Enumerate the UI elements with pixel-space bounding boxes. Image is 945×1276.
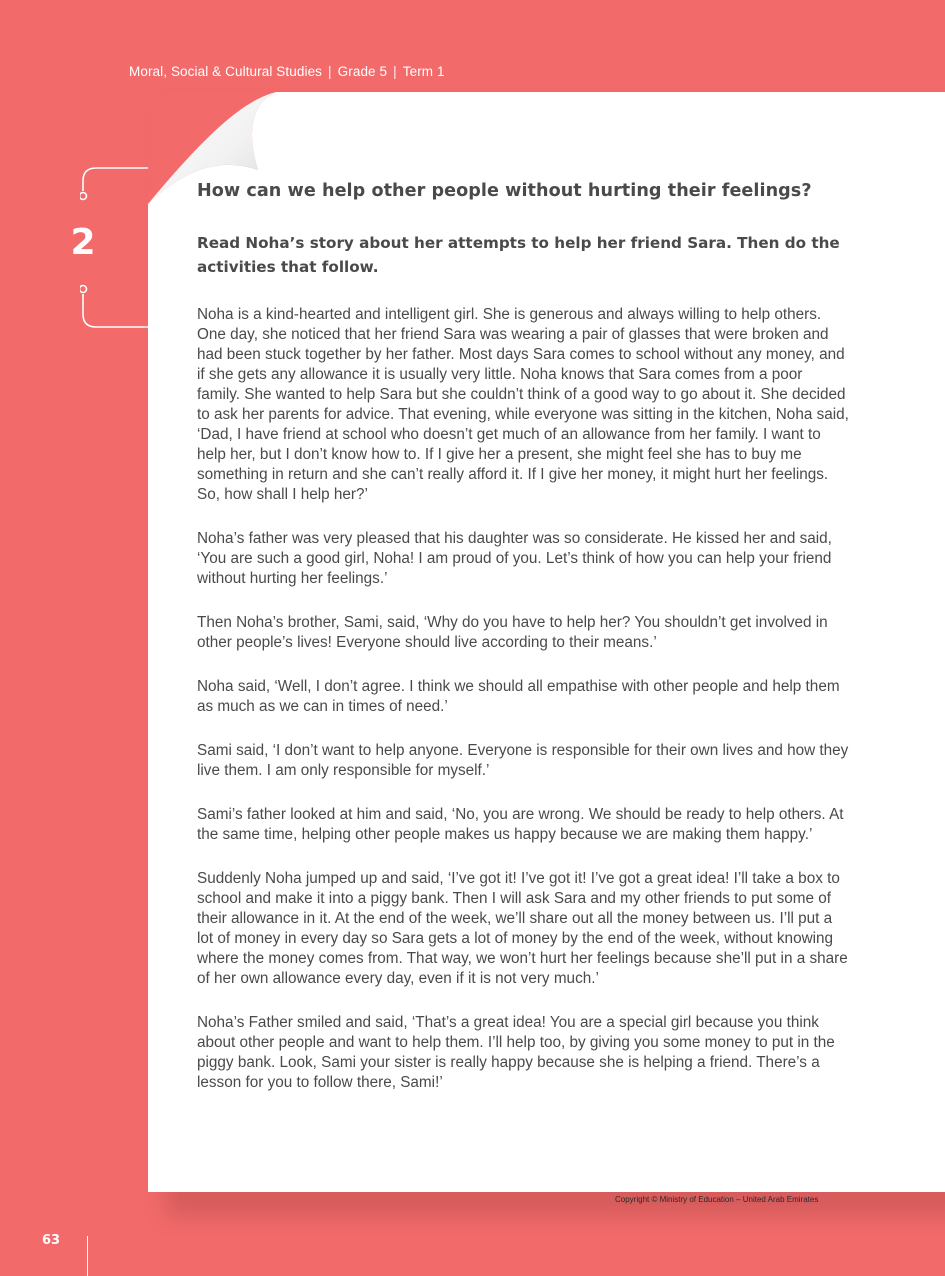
story-paragraph: Noha’s father was very pleased that his daughter was so considerate. He kissed her and said, ‘You are such a good girl, Noha! I am proud of you. Let’s think of how you can help your friend without hurting her feelings.’ [197,530,832,587]
story-text [197,305,849,1117]
header-subject: Moral, Social & Cultural Studies [129,64,323,79]
copyright-notice: Copyright © Ministry of Education – United Arab Emirates [615,1195,819,1204]
story-paragraph: Suddenly Noha jumped up and said, ‘I’ve got it! I’ve got it! I’ve got a great idea! I’ll take a box to school and make it into a piggy bank. Then I will ask Sara and my other friends to put some of their allowance in it. At the end of the week, we’ll share out all the money between us. I’ll put a lot of money in every day so Sara gets a lot of money by the end of the week, without knowing where the money comes from. That way, we won’t hurt her feelings because she’ll put in a share of her own allowance every day, even if it is not very much.’ [197,870,848,987]
story-paragraph: Noha’s Father smiled and said, ‘That’s a great idea! You are a special girl because you think about other people and want to help them. I’ll help too, by giving you some money to put in the piggy bank. Look, Sami your sister is really happy because she is helping a friend. There’s a lesson for you to follow there, Sami!’ [197,1014,835,1091]
header-separator: | [328,64,332,79]
header-separator: | [393,64,397,79]
page-number-divider [87,1236,88,1276]
instruction-text: Read Noha’s story about her attempts to help her friend Sara. Then do the activities that follow. [197,234,840,276]
header-term: Term 1 [402,64,445,79]
story-paragraph: Noha said, ‘Well, I don’t agree. I think we should all empathise with other people and help them as much as we can in times of need.’ [197,678,840,715]
story-paragraph: Then Noha’s brother, Sami, said, ‘Why do you have to help her? You shouldn’t get involved in other people’s lives! Everyone should live according to their means.’ [197,614,828,651]
lesson-number: 2 [70,222,96,263]
page-number: 63 [42,1233,61,1248]
page-title: How can we help other people without hurting their feelings? [197,181,812,201]
story-paragraph: Noha is a kind-hearted and intelligent girl. She is generous and always willing to help others. One day, she noticed that her friend Sara was wearing a pair of glasses that were broken and had been stuck together by her father. Most days Sara comes to school without any money, and if she gets any allowance it is usually very little. Noha knows that Sara comes from a poor family. She wanted to help Sara but she couldn’t think of a good way to go about it. She decided to ask her parents for advice. That evening, while everyone was sitting in the kitchen, Noha said, ‘Dad, I have friend at school who doesn’t get much of an allowance from her family. I want to help her, but I don’t know how to. If I give her a present, she might feel she has to buy me something in return and she can’t really afford it. If I give her money, it might hurt her feelings. So, how shall I help her?’ [197,306,849,503]
header-grade: Grade 5 [337,64,388,79]
story-paragraph: Sami said, ‘I don’t want to help anyone. Everyone is responsible for their own lives and how they live them. I am only responsible for myself.’ [197,742,849,779]
running-header [129,64,445,79]
story-paragraph: Sami’s father looked at him and said, ‘No, you are wrong. We should be ready to help others. At the same time, helping other people makes us happy because we are making them happy.’ [197,806,844,843]
